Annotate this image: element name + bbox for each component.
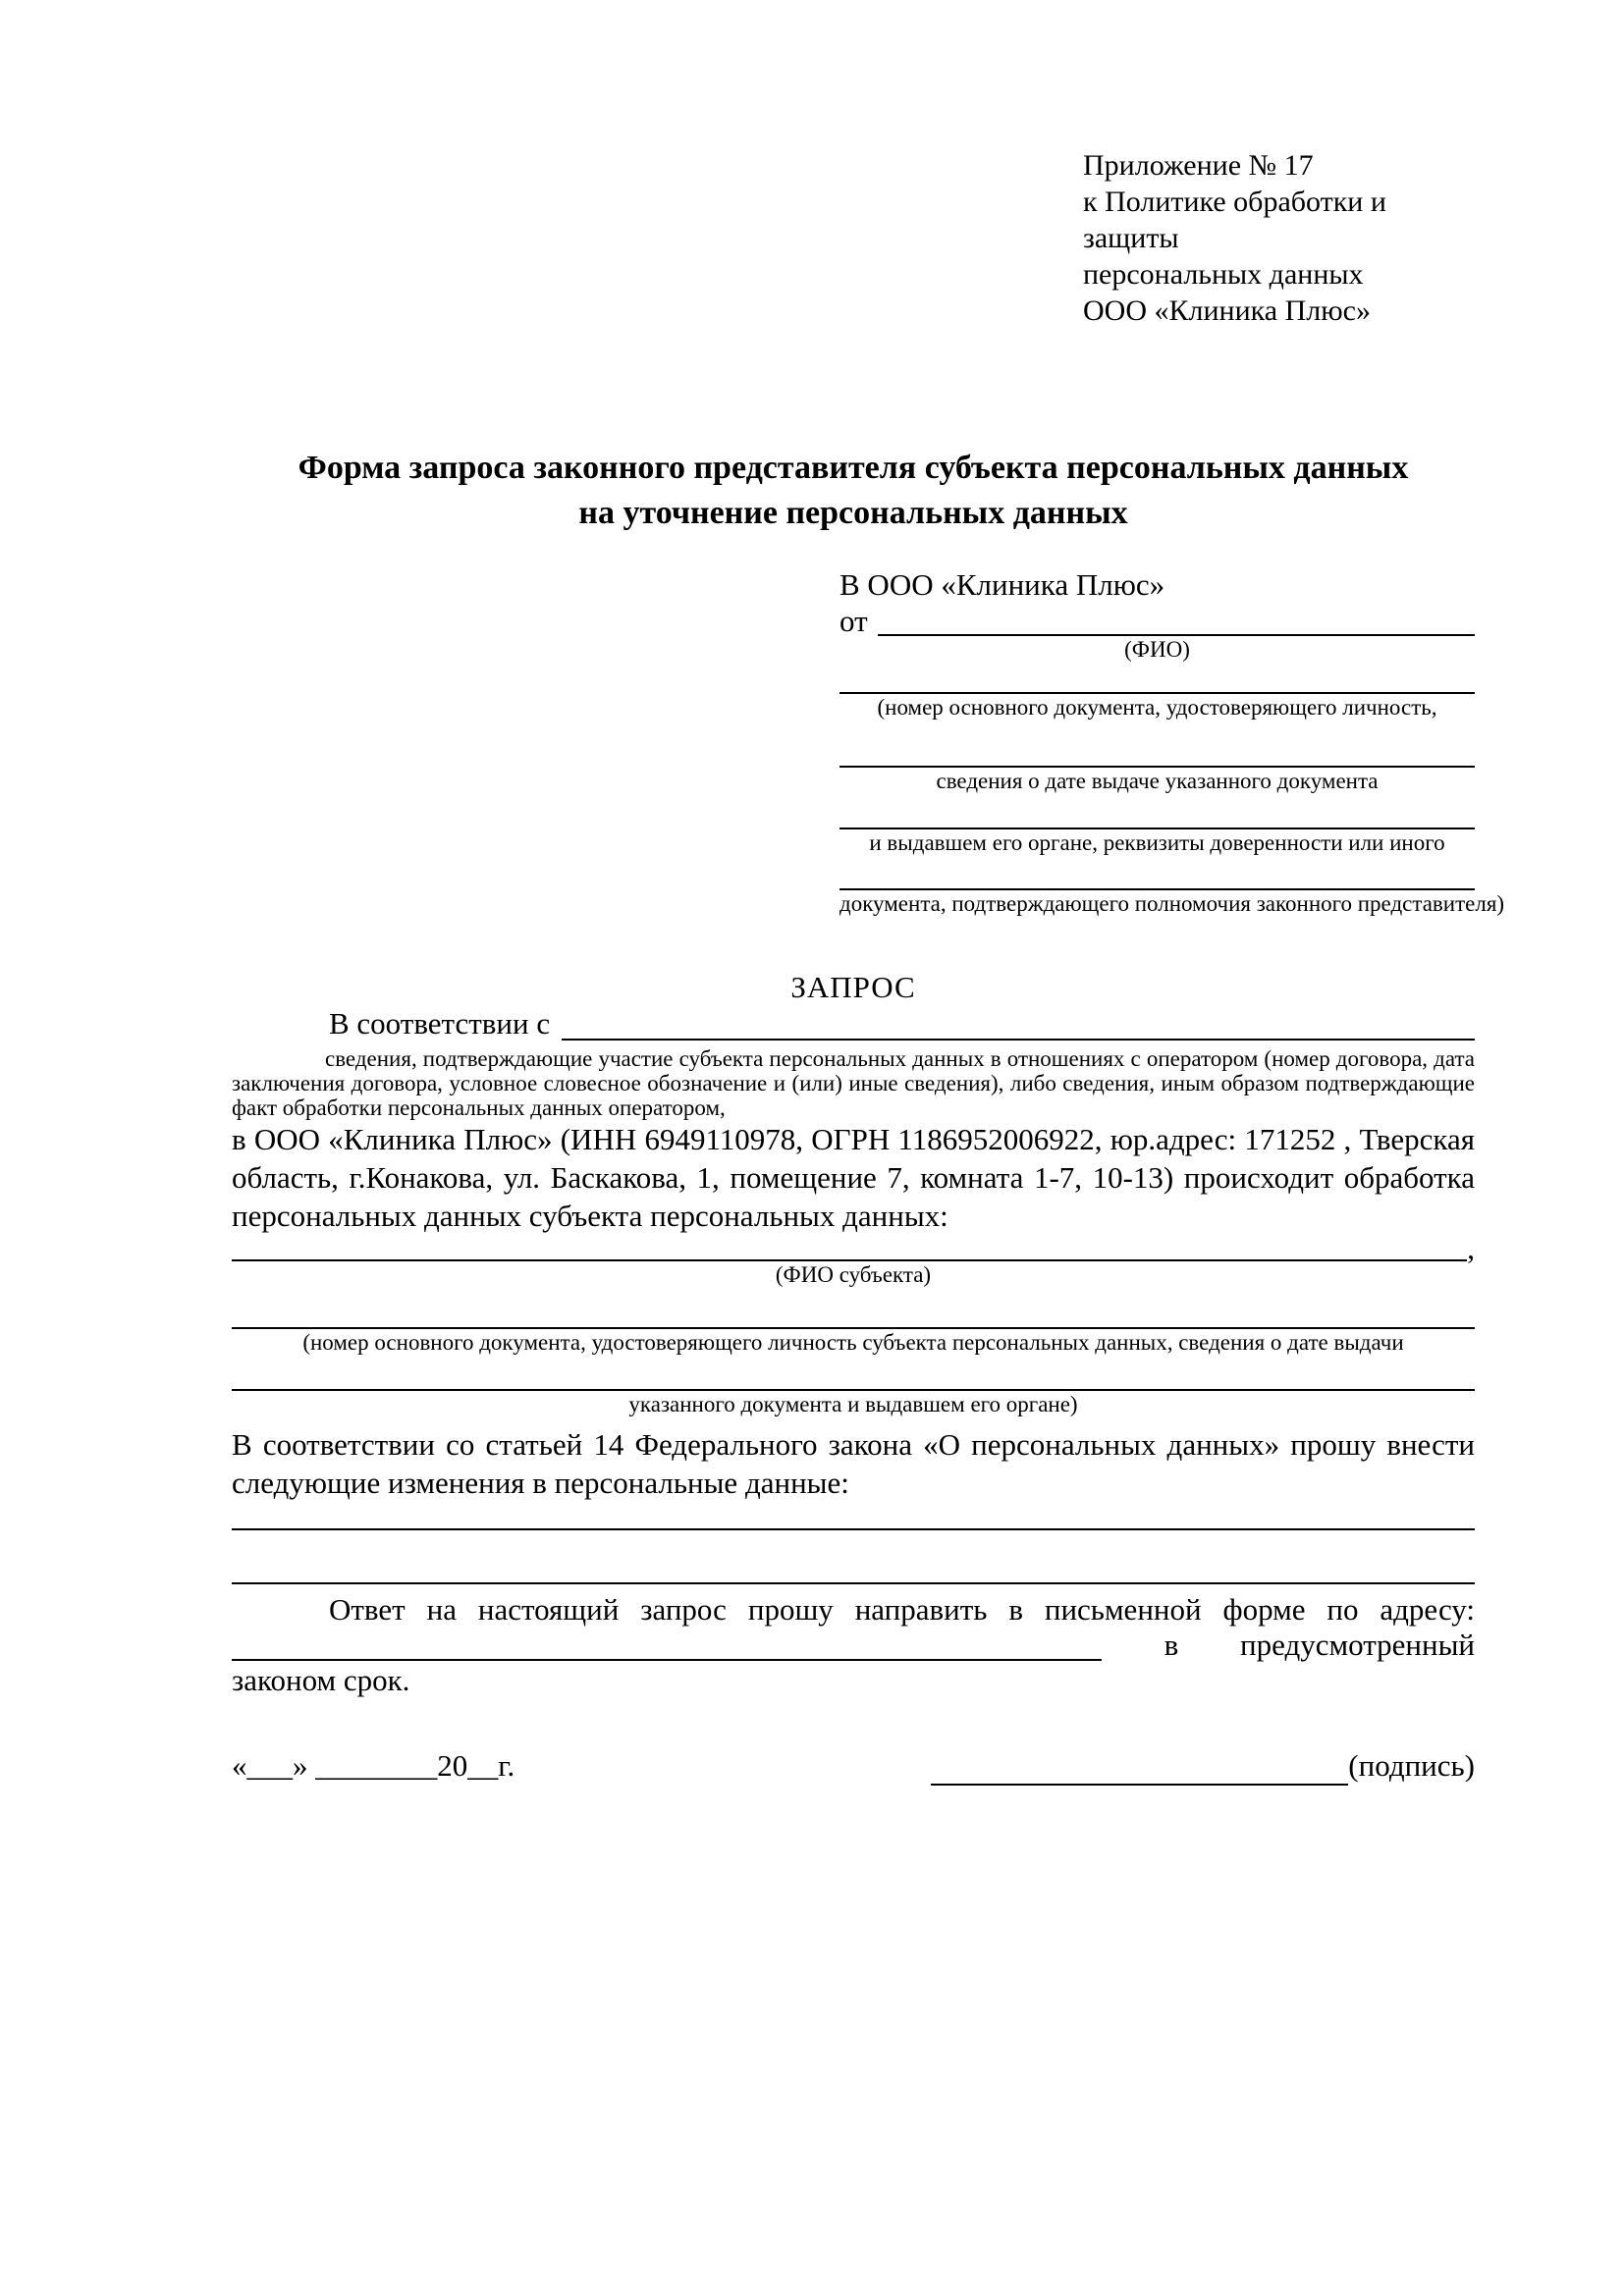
appendix-line: персональных данных — [1083, 258, 1364, 291]
fio-caption: (ФИО) — [1124, 637, 1190, 662]
appendix-line: ООО «Клиника Плюс» — [1083, 294, 1371, 327]
authority-doc-caption: документа, подтверждающего полномочия законного представителя) — [839, 891, 1505, 916]
response-paragraph: Ответ на настоящий запрос прошу направить в письменной форме по адресу: — [329, 1592, 1475, 1627]
doc-number-field-line — [839, 663, 1475, 694]
issue-date-caption: сведения о дате выдаче указанного документа — [936, 769, 1379, 793]
addressee-block — [839, 563, 1505, 917]
operator-paragraph: в ООО «Клиника Плюс» (ИНН 6949110978, ОГРН 1186952006922, юр.адрес: 171252 , Тверская область, г.Конакова, ул. Баскакова, 1, помещение 7, комната 1-7, 10-13) происходит обработка персональных данных субъекта персональных данных: — [232, 1122, 1475, 1233]
accordance-footnote: сведения, подтверждающие участие субъекта персональных данных в отношениях с оператором (номер договора, дата заключения договора, условное словесное обозначение и (или) иные сведения), либо сведения, иным образом подтверждающие факт обработки персональных данных оператором, — [232, 1046, 1475, 1120]
date-blank: «___» ________20__г. — [232, 1748, 515, 1783]
date-signature-row — [232, 1746, 1475, 1786]
response-suffix: в предусмотренный — [1164, 1628, 1475, 1662]
doc-number-caption: (номер основного документа, удостоверяющего личность, — [877, 695, 1437, 720]
accordance-row — [232, 1007, 1475, 1041]
subject-doc-caption-2: указанного документа и выдавшем его органе) — [628, 1392, 1078, 1416]
accordance-label: В соответствии с — [329, 1006, 551, 1041]
authority-doc-field-line — [839, 856, 1475, 890]
issuing-authority-caption: и выдавшем его органе, реквизиты доверенности или иного — [869, 830, 1445, 855]
changes-field-line-1 — [232, 1502, 1475, 1530]
response-tail: законом срок. — [232, 1663, 410, 1697]
subject-doc-field-line — [232, 1288, 1475, 1329]
document-title-line1: Форма запроса законного представителя субъекта персональных данных — [298, 450, 1409, 486]
subject-doc-caption-1: (номер основного документа, удостоверяющего личность субъекта персональных данных, сведения о дате выдачи — [302, 1330, 1404, 1355]
request-heading: ЗАПРОС — [790, 970, 916, 1004]
accordance-field-line — [562, 1039, 1475, 1041]
response-address-field-line — [232, 1629, 1102, 1661]
signature-area — [931, 1746, 1475, 1786]
from-label: от — [839, 604, 868, 638]
subject-fio-caption: (ФИО субъекта) — [775, 1262, 932, 1287]
appendix-note — [1083, 147, 1475, 329]
article-paragraph: В соответствии со статьей 14 Федерального закона «О персональных данных» прошу внести следующие изменения в персональные данные: — [232, 1427, 1475, 1500]
signature-caption: (подпись) — [1348, 1748, 1475, 1783]
subject-fio-row — [232, 1231, 1475, 1265]
changes-field-line-2 — [232, 1530, 1475, 1584]
issuing-authority-field-line — [839, 794, 1475, 829]
document-title-line2: на уточнение персональных данных — [578, 495, 1128, 531]
signature-field-line — [931, 1752, 1348, 1786]
appendix-line: к Политике обработки и защиты — [1083, 186, 1386, 254]
subject-doc-field-line-2 — [232, 1356, 1475, 1391]
addressee-org: В ООО «Клиника Плюс» — [839, 567, 1165, 602]
issue-date-field-line — [839, 721, 1475, 768]
document-title — [232, 446, 1475, 536]
appendix-line: Приложение № 17 — [1083, 149, 1314, 182]
from-row — [839, 604, 1475, 638]
trailing-comma: , — [1467, 1231, 1475, 1265]
response-address-row — [232, 1629, 1475, 1661]
